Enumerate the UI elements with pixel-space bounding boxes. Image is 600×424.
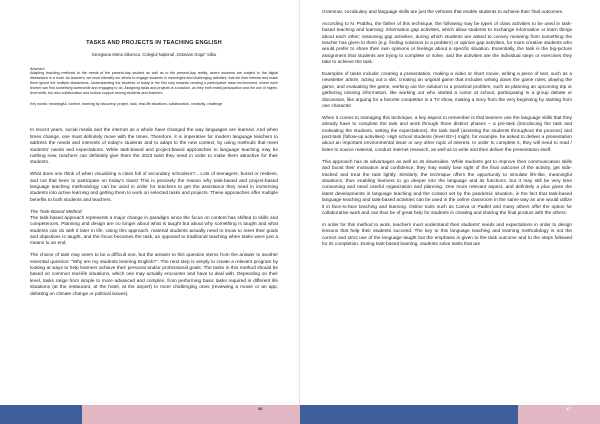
footer-band-pink xyxy=(82,405,300,424)
left-column xyxy=(30,28,278,303)
body-paragraph: According to N. Prabhu, the father of this technique, the following may be types of class activities to be used in task-based teaching and learning: information gap activities, which allow students to exchange information or learn things about each other; reasoning gap activities, during which students are asked to convey meaning from something the teacher has given to them (e.g. finding solutions to a problem) or opinion gap activities, for more creative students who would prefer to share their own opinions or feelings about a specific situation. Essentially, the task is the big-picture assignment that students are trying to complete or solve, and the activities are the individual steps or exercises they take to achieve the task. xyxy=(322,21,572,66)
keywords: Key words: meaningful, context, learning by discovery, project, task, real-life situations, collaboration, creativity, challenge xyxy=(30,101,223,106)
page-number-left: 46 xyxy=(258,406,263,411)
body-paragraph: This approach has its advantages as well as its downsides. While students get to improve their communication skills and boost their motivation and confidence, they may easily lose sight of the final outcome of the activity, get side-tracked and treat the task lightly. Similarly, the technique offers the opportunity to simulate life-like, meaningful situations, thus enabling learners to go deeper into the language and its functions, but it may still be very time consuming and need careful organization and planning. One more relevant aspect, and definitely a plus given the latest developments in language teaching and the context set by the pandemic situation, is the fact that task-based language teaching and task-based activities can be used in the online classroom in the same way as one would utilize it in face-to-face teaching and learning. Online tools such as Canva or Padlet and many others offer the option for collaborative work and can thus be of great help for students in creating and sharing the final product with the others. xyxy=(322,159,572,216)
body-paragraph: The task-based approach represents a major change in paradigm since the focus on content has shifted to skills and competences. Planning and design are no longer about what is taught but about why something is taught and what students can do with it later in life. Using this approach, material students actually need to know to meet their goals and objectives is taught, and the focus becomes the task, as opposed to traditional teaching when tasks were just a means to an end. xyxy=(30,215,278,247)
footer-band-blue xyxy=(0,405,82,424)
page-number-right: 47 xyxy=(566,406,571,411)
body-paragraph: The choice of task may seem to be a difficult one, but the answer to this question stems from the answer to another essential question: "Why are my students learning English?". The next step is simply to create a relevant program by looking at ways to help learners achieve their personal and/or professional goals. The tasks in this method should be based on common real-life situations, which one may actually encounter and have to deal with. Depending on their level, tasks range from simple to more advanced and complex, from performing basic tasks required in different life situations (at the restaurant, at the hotel, at the airport) to more challenging ones (reviewing a movie or an app, debating on climate change or political issues). xyxy=(30,253,278,297)
body-paragraph: What does one think of when visualizing a class full of secondary schoolers?... Lots of teenagers, bored or restless, and not that keen to participate on today's class! This is precisely the reason why task-based and project-based language teaching methodology can be used in order for teachers to get the assistance they need in immersing students into active learning and getting them to work on selected tasks and projects. These approaches offer multiple benefits to both students and teachers. xyxy=(30,172,278,203)
right-column xyxy=(322,10,572,254)
abstract-heading: Abstract: xyxy=(30,67,45,71)
body-paragraph: Examples of tasks include: creating a presentation, making a video or short movie, writing a piece of text, such as a newsletter article, acting out a skit, creating an original game that includes writing down the game rules, playing the game, and evaluating the game, working out the solution to a practical problem, such as planning an upcoming trip or gathering missing information, like working out who started a rumor at school, participating in a group debate or discussion, like arguing for a favorite competitor in a TV show, making a story from the very beginning by starting from one character xyxy=(322,72,572,110)
article-author: Georgiana Mona Săvescu, Colegiul Național „Octavian Goga” Sibiu xyxy=(91,52,217,57)
body-paragraph: When it comes to managing this technique, a key aspect to remember is that learners use the language skills that they already have to complete the task and work through three distinct phases – a pre-task (introducing the task and motivating the students, setting the expectations), the task itself (assisting the students throughout the process) and post-task (follow-up activities). High school students (level B2+) might, for example, be asked to deliver a presentation about an important environmental issue or any other topic of interest. In order to complete it, they will need to read / listen to source material, conduct internet research, as well as to write and then deliver the presentation itself. xyxy=(322,115,572,153)
footer-band-pink xyxy=(518,405,600,424)
body-paragraph: Grammar, vocabulary and language skills are just the vehicles that enable students to achieve their final outcomes. xyxy=(322,10,564,15)
body-paragraph: In recent years, social media and the internet as a whole have changed the way languages are learned. And when times change, one must definitely move with the times. Therefore, it is imperative for modern language teachers to address the needs and interests of today's students and to adapt to the new context, by using methods that meet students' needs and expectations. While task-based and project-based approaches to language teaching may be nothing new, teachers can definitely give them the 2023 twist they need in order to make them attractive for their students. xyxy=(30,128,278,166)
section-title: The Task-Based Method xyxy=(30,209,82,215)
body-paragraph: In order for this method to work, teachers must understand their students' needs and expectations in order to design lessons that help their students succeed. The key to this language teaching and learning methodology is not the correct and strict use of the language taught but the emphasis is given to the task outcome and to the steps followed for its completion. During task-based learning, students solve tasks that are xyxy=(322,222,572,247)
page-gutter xyxy=(299,0,300,405)
abstract-text: Adapting teaching methods to the needs of the present-day student as well as to the present-day reality, where students are subject to the digital distractions is a must. As teachers, we must intensify our efforts to engage students in meaningful and challenging activities, that stir their interest and make them ignore the multiple distractions. Understanding the students of today is the first step towards creating a participative class environment, where each learner can find something worthwhile and engaging to do. Assigning tasks and projects is a solution, as they both entail participation and the use of higher-level skills, but also collaboration and mutual support among students and teachers. xyxy=(30,71,278,95)
footer-band-blue xyxy=(300,405,518,424)
article-title: TASKS AND PROJECTS IN TEACHING ENGLISH xyxy=(86,40,222,46)
